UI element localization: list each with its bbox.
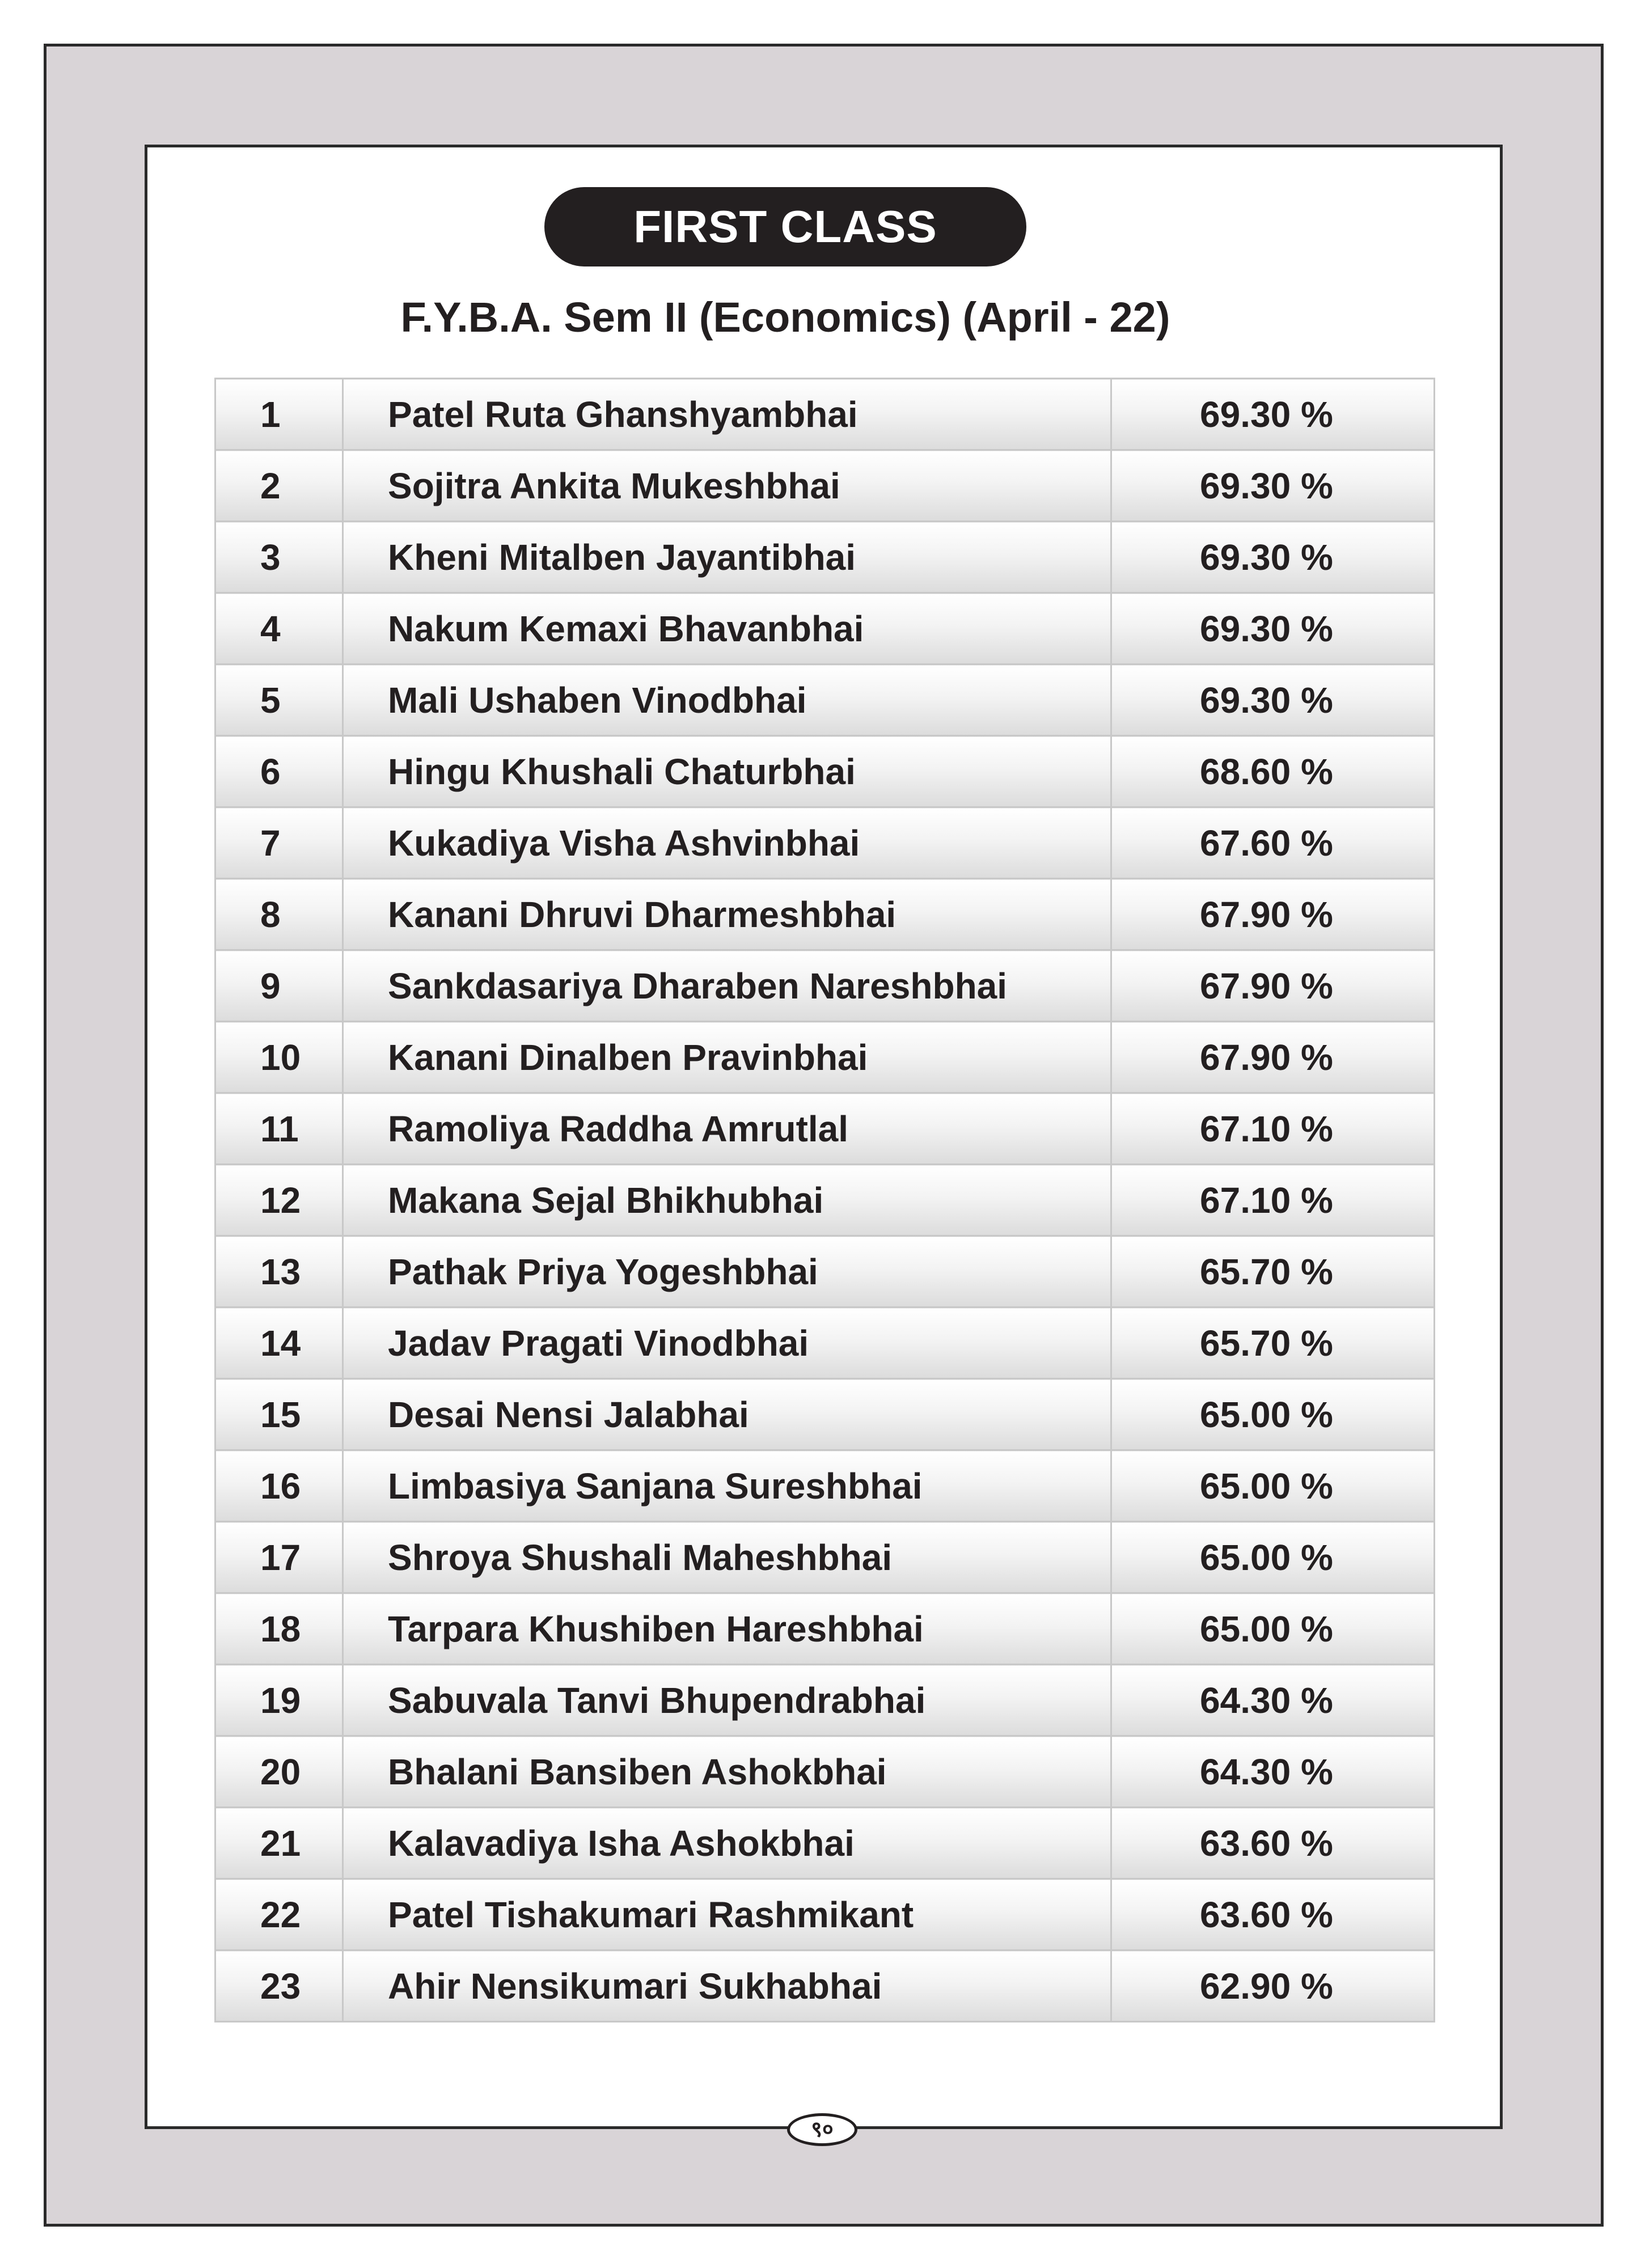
table-row [215, 593, 1435, 665]
page-number-badge: ९० [787, 2113, 857, 2146]
percentage: 67.60 % [1111, 807, 1435, 879]
table-row [215, 379, 1435, 450]
student-name: Kheni Mitalben Jayantibhai [343, 522, 1111, 593]
table-row [215, 879, 1435, 950]
percentage: 67.10 % [1111, 1165, 1435, 1236]
row-number: 5 [215, 665, 343, 736]
percentage: 69.30 % [1111, 665, 1435, 736]
student-name: Sankdasariya Dharaben Nareshbhai [343, 950, 1111, 1022]
row-number: 21 [215, 1808, 343, 1879]
row-number: 14 [215, 1308, 343, 1379]
student-name: Makana Sejal Bhikhubhai [343, 1165, 1111, 1236]
row-number: 20 [215, 1736, 343, 1808]
student-name: Patel Tishakumari Rashmikant [343, 1879, 1111, 1950]
table-row [215, 522, 1435, 593]
row-number: 8 [215, 879, 343, 950]
percentage: 67.10 % [1111, 1093, 1435, 1165]
student-name: Bhalani Bansiben Ashokbhai [343, 1736, 1111, 1808]
percentage: 63.60 % [1111, 1879, 1435, 1950]
percentage: 67.90 % [1111, 950, 1435, 1022]
results-table-body [215, 379, 1435, 2022]
percentage: 64.30 % [1111, 1736, 1435, 1808]
percentage: 69.30 % [1111, 450, 1435, 522]
results-table [214, 378, 1435, 2022]
student-name: Jadav Pragati Vinodbhai [343, 1308, 1111, 1379]
row-number: 23 [215, 1950, 343, 2022]
table-row [215, 1950, 1435, 2022]
table-row [215, 1165, 1435, 1236]
row-number: 12 [215, 1165, 343, 1236]
student-name: Kanani Dinalben Pravinbhai [343, 1022, 1111, 1093]
row-number: 15 [215, 1379, 343, 1450]
percentage: 65.70 % [1111, 1308, 1435, 1379]
first-class-badge: FIRST CLASS [544, 187, 1026, 266]
student-name: Shroya Shushali Maheshbhai [343, 1522, 1111, 1593]
table-row [215, 1593, 1435, 1665]
student-name: Hingu Khushali Chaturbhai [343, 736, 1111, 807]
row-number: 2 [215, 450, 343, 522]
table-row [215, 1093, 1435, 1165]
percentage: 69.30 % [1111, 522, 1435, 593]
student-name: Patel Ruta Ghanshyambhai [343, 379, 1111, 450]
table-row [215, 1736, 1435, 1808]
student-name: Sojitra Ankita Mukeshbhai [343, 450, 1111, 522]
student-name: Limbasiya Sanjana Sureshbhai [343, 1450, 1111, 1522]
student-name: Mali Ushaben Vinodbhai [343, 665, 1111, 736]
student-name: Tarpara Khushiben Hareshbhai [343, 1593, 1111, 1665]
row-number: 9 [215, 950, 343, 1022]
table-row [215, 1236, 1435, 1308]
row-number: 10 [215, 1022, 343, 1093]
row-number: 3 [215, 522, 343, 593]
row-number: 18 [215, 1593, 343, 1665]
table-row [215, 807, 1435, 879]
table-row [215, 736, 1435, 807]
percentage: 69.30 % [1111, 379, 1435, 450]
percentage: 67.90 % [1111, 879, 1435, 950]
table-row [215, 1022, 1435, 1093]
percentage: 65.00 % [1111, 1450, 1435, 1522]
table-row [215, 665, 1435, 736]
row-number: 7 [215, 807, 343, 879]
student-name: Nakum Kemaxi Bhavanbhai [343, 593, 1111, 665]
row-number: 4 [215, 593, 343, 665]
student-name: Ramoliya Raddha Amrutlal [343, 1093, 1111, 1165]
percentage: 65.00 % [1111, 1379, 1435, 1450]
student-name: Ahir Nensikumari Sukhabhai [343, 1950, 1111, 2022]
student-name: Sabuvala Tanvi Bhupendrabhai [343, 1665, 1111, 1736]
percentage: 62.90 % [1111, 1950, 1435, 2022]
student-name: Desai Nensi Jalabhai [343, 1379, 1111, 1450]
table-row [215, 1308, 1435, 1379]
row-number: 16 [215, 1450, 343, 1522]
student-name: Kalavadiya Isha Ashokbhai [343, 1808, 1111, 1879]
row-number: 6 [215, 736, 343, 807]
percentage: 68.60 % [1111, 736, 1435, 807]
percentage: 67.90 % [1111, 1022, 1435, 1093]
table-row [215, 1879, 1435, 1950]
row-number: 19 [215, 1665, 343, 1736]
percentage: 65.00 % [1111, 1593, 1435, 1665]
table-row [215, 1808, 1435, 1879]
row-number: 1 [215, 379, 343, 450]
row-number: 17 [215, 1522, 343, 1593]
student-name: Kanani Dhruvi Dharmeshbhai [343, 879, 1111, 950]
student-name: Pathak Priya Yogeshbhai [343, 1236, 1111, 1308]
exam-subtitle: F.Y.B.A. Sem II (Economics) (April - 22) [400, 294, 1170, 341]
table-row [215, 1379, 1435, 1450]
table-row [215, 1665, 1435, 1736]
student-name: Kukadiya Visha Ashvinbhai [343, 807, 1111, 879]
percentage: 65.70 % [1111, 1236, 1435, 1308]
table-row [215, 1522, 1435, 1593]
percentage: 63.60 % [1111, 1808, 1435, 1879]
table-row [215, 950, 1435, 1022]
row-number: 22 [215, 1879, 343, 1950]
percentage: 64.30 % [1111, 1665, 1435, 1736]
percentage: 65.00 % [1111, 1522, 1435, 1593]
percentage: 69.30 % [1111, 593, 1435, 665]
table-row [215, 1450, 1435, 1522]
row-number: 13 [215, 1236, 343, 1308]
table-row [215, 450, 1435, 522]
row-number: 11 [215, 1093, 343, 1165]
